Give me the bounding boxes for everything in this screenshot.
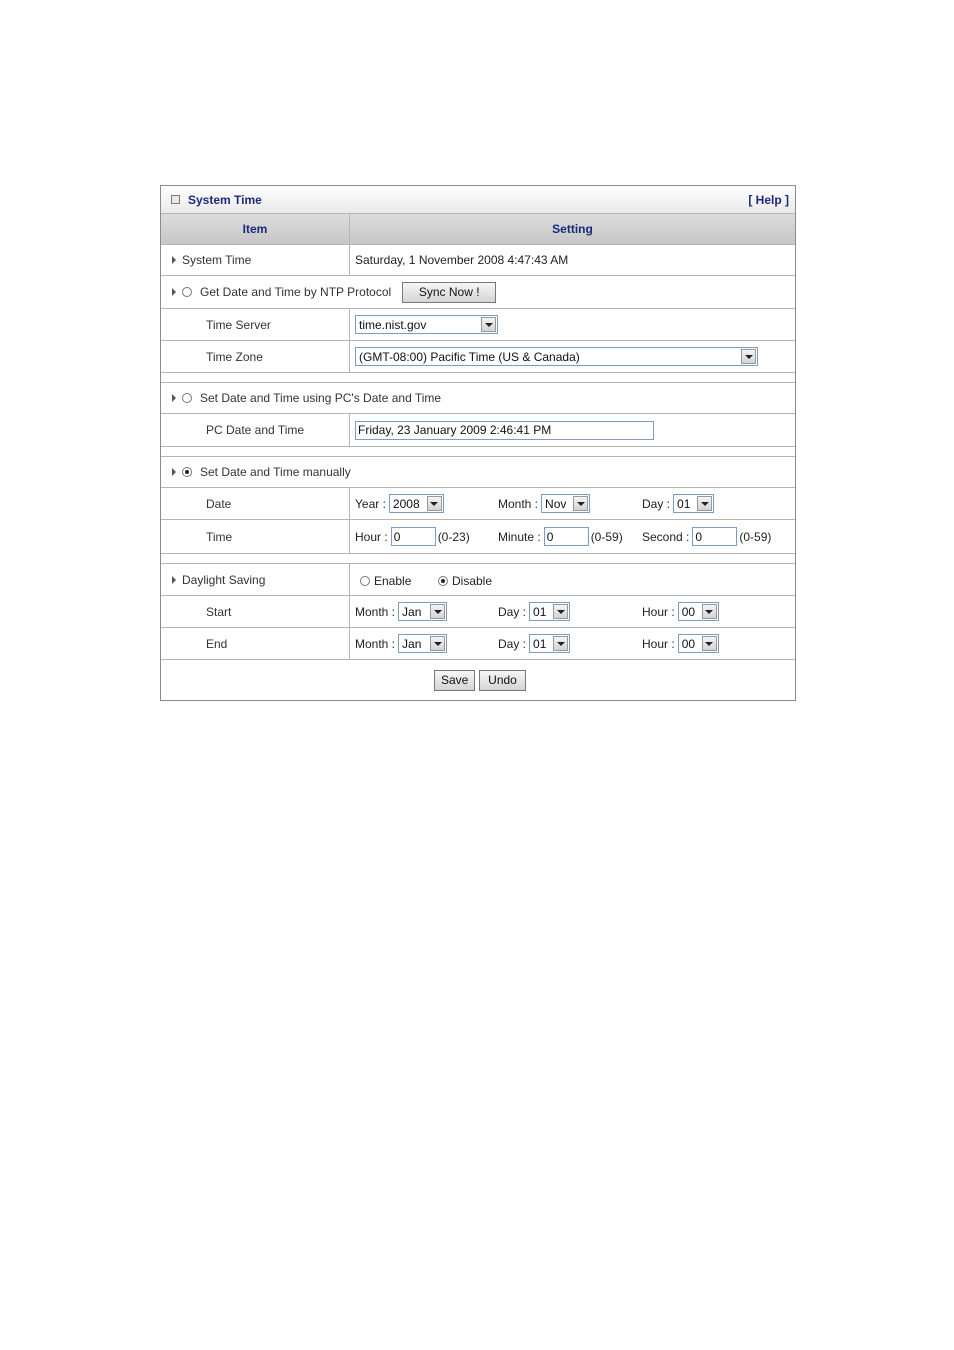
year-label: Year : bbox=[355, 496, 386, 511]
row-dst-end bbox=[161, 628, 795, 660]
daylight-saving-label: Daylight Saving bbox=[182, 572, 266, 587]
pc-time-option-label: Set Date and Time using PC's Date and Time bbox=[200, 391, 442, 405]
triangle-right-icon bbox=[172, 576, 176, 584]
sync-now-button[interactable]: Sync Now ! bbox=[402, 282, 496, 303]
day-select[interactable] bbox=[673, 494, 714, 513]
row-pc-time bbox=[161, 383, 795, 414]
day-value: 01 bbox=[677, 496, 691, 511]
hour-label: Hour : bbox=[355, 529, 388, 544]
hour-range: (0-23) bbox=[437, 529, 470, 544]
chevron-down-icon bbox=[553, 636, 568, 651]
system-time-panel bbox=[160, 185, 796, 701]
second-input[interactable] bbox=[692, 527, 737, 546]
save-button[interactable]: Save bbox=[434, 670, 475, 691]
dst-start-hour-label: Hour : bbox=[642, 604, 675, 619]
month-label: Month : bbox=[498, 496, 539, 511]
header-item: Item bbox=[161, 214, 350, 244]
triangle-right-icon bbox=[172, 256, 176, 264]
dst-end-month-value: Jan bbox=[402, 636, 422, 651]
dst-enable-label: Enable bbox=[374, 574, 412, 588]
header-setting: Setting bbox=[552, 222, 593, 236]
date-label: Date bbox=[206, 496, 232, 511]
dst-enable-radio[interactable] bbox=[360, 576, 370, 586]
ntp-radio[interactable] bbox=[182, 287, 192, 297]
chevron-down-icon bbox=[573, 496, 588, 511]
time-zone-label: Time Zone bbox=[206, 349, 263, 364]
chevron-down-icon bbox=[697, 496, 712, 511]
row-time bbox=[161, 520, 795, 554]
day-label: Day : bbox=[642, 496, 671, 511]
dst-disable-label: Disable bbox=[452, 574, 493, 588]
dst-disable-radio[interactable] bbox=[438, 576, 448, 586]
pc-time-radio[interactable] bbox=[182, 393, 192, 403]
dst-start-label: Start bbox=[206, 604, 232, 619]
time-zone-select[interactable] bbox=[355, 347, 758, 366]
pc-date-time-label: PC Date and Time bbox=[206, 423, 305, 437]
manual-radio[interactable] bbox=[182, 467, 192, 477]
dst-start-month-select[interactable] bbox=[398, 602, 447, 621]
system-time-value: Saturday, 1 November 2008 4:47:43 AM bbox=[355, 253, 569, 267]
row-date bbox=[161, 488, 795, 520]
chevron-down-icon bbox=[430, 604, 445, 619]
dst-end-day-value: 01 bbox=[533, 636, 547, 651]
triangle-right-icon bbox=[172, 288, 176, 296]
dst-start-month-label: Month : bbox=[355, 604, 396, 619]
year-value: 2008 bbox=[392, 496, 420, 511]
system-time-label: System Time bbox=[182, 253, 252, 267]
dst-start-hour-value: 00 bbox=[681, 604, 696, 619]
dst-end-hour-value: 00 bbox=[681, 636, 696, 651]
dst-start-hour-select[interactable] bbox=[678, 602, 719, 621]
chevron-down-icon bbox=[702, 636, 717, 651]
dst-start-day-select[interactable] bbox=[529, 602, 570, 621]
row-ntp bbox=[161, 276, 795, 309]
chevron-down-icon bbox=[702, 604, 717, 619]
row-time-zone bbox=[161, 341, 795, 373]
manual-option-label: Set Date and Time manually bbox=[200, 465, 351, 479]
time-label: Time bbox=[206, 529, 233, 544]
pc-date-time-field[interactable] bbox=[355, 421, 654, 440]
triangle-right-icon bbox=[172, 394, 176, 402]
dst-end-label: End bbox=[206, 636, 228, 651]
time-server-value: time.nist.gov bbox=[359, 317, 427, 332]
row-actions bbox=[161, 660, 795, 700]
divider bbox=[161, 373, 795, 383]
dst-end-day-select[interactable] bbox=[529, 634, 570, 653]
row-system-time bbox=[161, 245, 795, 276]
table-header bbox=[161, 214, 795, 245]
second-label: Second : bbox=[642, 529, 690, 544]
dst-start-month-value: Jan bbox=[402, 604, 422, 619]
dst-end-hour-select[interactable] bbox=[678, 634, 719, 653]
minute-label: Minute : bbox=[498, 529, 541, 544]
chevron-down-icon bbox=[481, 317, 496, 332]
square-icon bbox=[171, 195, 180, 204]
row-daylight-saving bbox=[161, 564, 795, 596]
panel-title: System Time bbox=[188, 192, 262, 207]
time-zone-value: (GMT-08:00) Pacific Time (US & Canada) bbox=[359, 349, 580, 364]
dst-start-day-label: Day : bbox=[498, 604, 527, 619]
row-time-server bbox=[161, 309, 795, 341]
undo-button[interactable]: Undo bbox=[479, 670, 526, 691]
hour-input[interactable] bbox=[391, 527, 436, 546]
minute-range: (0-59) bbox=[590, 529, 623, 544]
divider bbox=[161, 447, 795, 457]
panel-titlebar bbox=[161, 186, 795, 214]
dst-end-month-label: Month : bbox=[355, 636, 396, 651]
row-dst-start bbox=[161, 596, 795, 628]
triangle-right-icon bbox=[172, 468, 176, 476]
help-link[interactable]: [ Help ] bbox=[748, 192, 789, 207]
chevron-down-icon bbox=[427, 496, 442, 511]
chevron-down-icon bbox=[430, 636, 445, 651]
chevron-down-icon bbox=[553, 604, 568, 619]
month-select[interactable] bbox=[541, 494, 590, 513]
dst-end-month-select[interactable] bbox=[398, 634, 447, 653]
dst-end-hour-label: Hour : bbox=[642, 636, 675, 651]
minute-input[interactable] bbox=[544, 527, 589, 546]
second-range: (0-59) bbox=[739, 529, 772, 544]
month-value: Nov bbox=[545, 496, 567, 511]
time-server-label: Time Server bbox=[206, 317, 271, 332]
dst-start-day-value: 01 bbox=[533, 604, 547, 619]
row-manual bbox=[161, 457, 795, 488]
chevron-down-icon bbox=[741, 349, 756, 364]
divider bbox=[161, 554, 795, 564]
dst-end-day-label: Day : bbox=[498, 636, 527, 651]
ntp-label: Get Date and Time by NTP Protocol bbox=[200, 285, 392, 299]
year-select[interactable] bbox=[389, 494, 444, 513]
row-pc-date-time bbox=[161, 414, 795, 447]
time-server-select[interactable] bbox=[355, 315, 498, 334]
